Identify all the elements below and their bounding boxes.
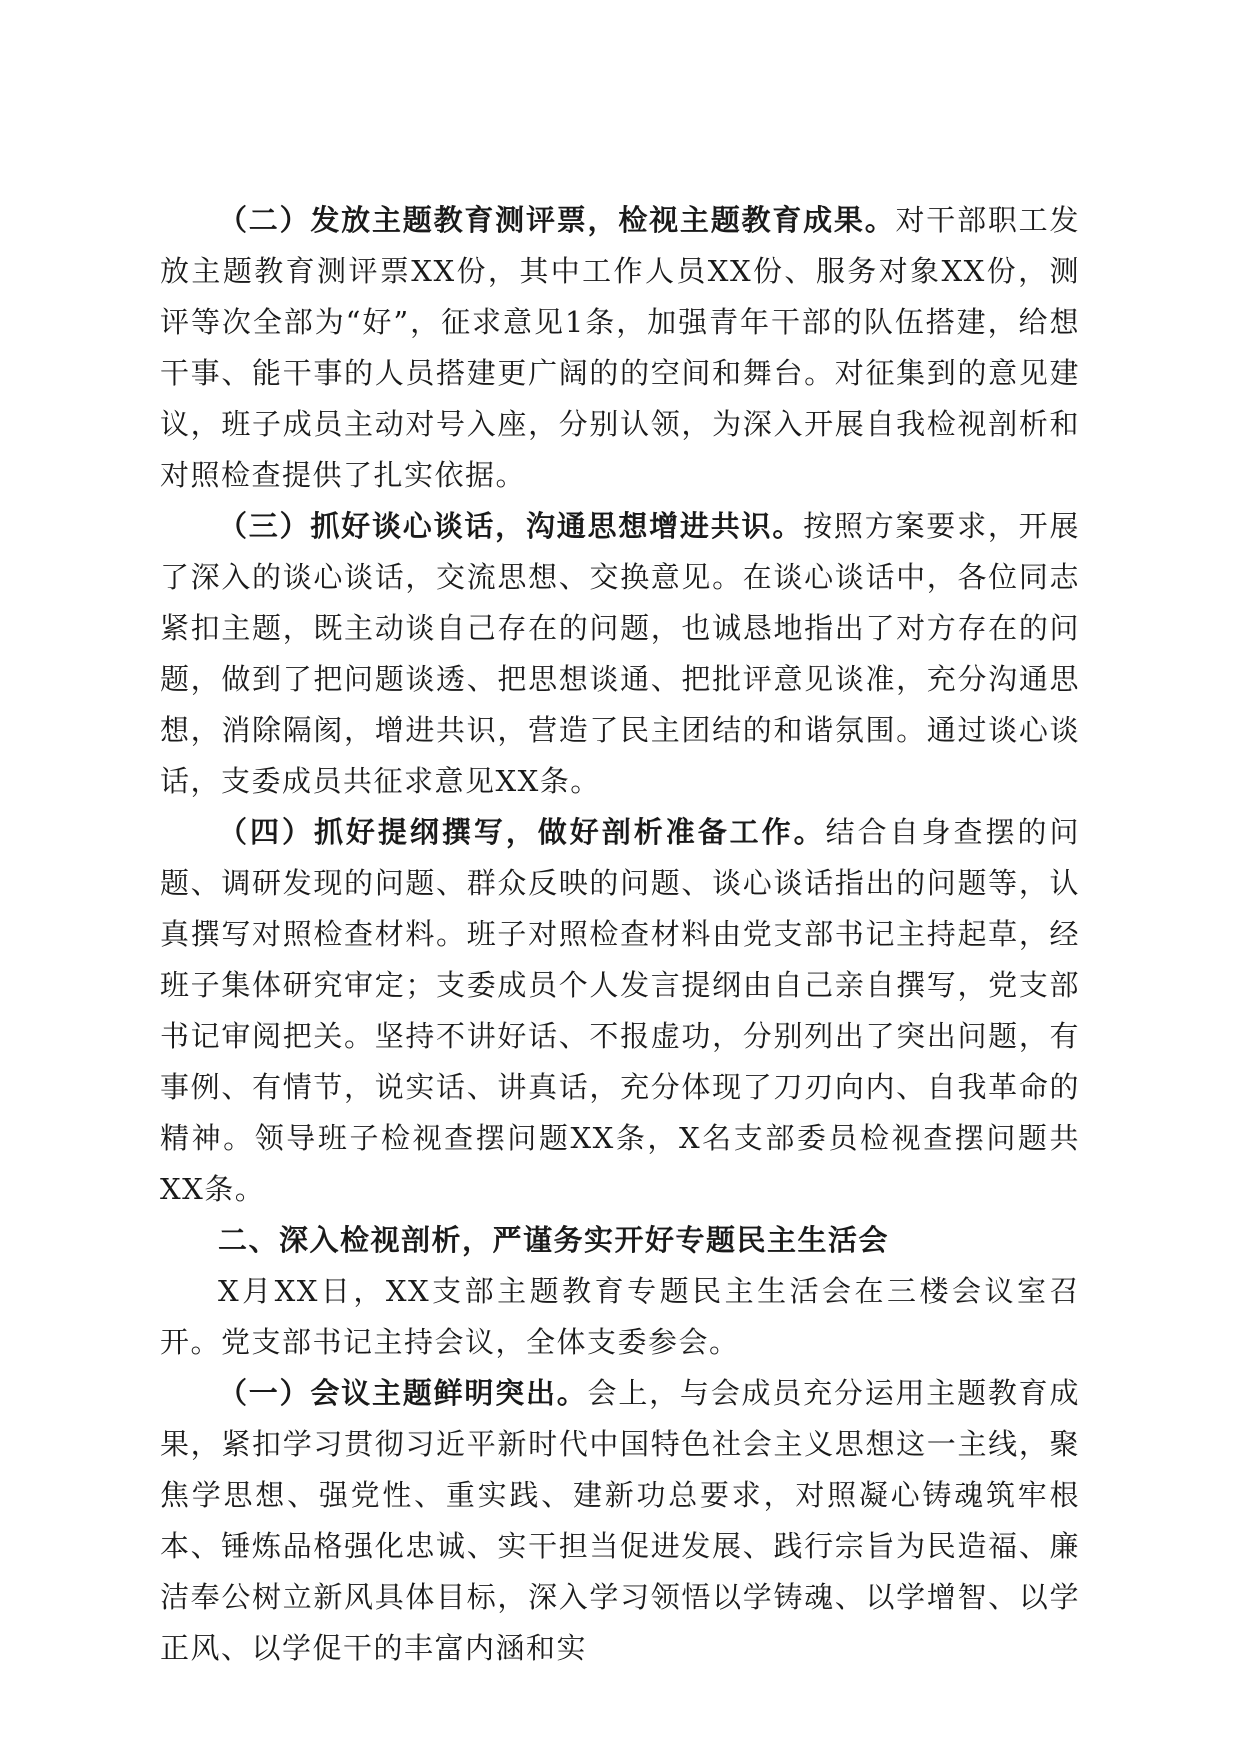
paragraph-heading: （二）发放主题教育测评票，检视主题教育成果。 bbox=[218, 203, 896, 237]
paragraph-testing-ballots bbox=[160, 195, 1080, 501]
paragraph-meeting-intro: X月XX日，XX支部主题教育专题民主生活会在三楼会议室召开。党支部书记主持会议，全体支委参会。 bbox=[160, 1274, 1080, 1359]
paragraph-heading: （四）抓好提纲撰写，做好剖析准备工作。 bbox=[218, 815, 826, 849]
paragraph-text: 结合自身查摆的问题、调研发现的问题、群众反映的问题、谈心谈话指出的问题等，认真撰写对照检查材料。班子对照检查材料由党支部书记主持起草，经班子集体研究审定；支委成员个人发言提纲由自己亲自撰写，党支部书记审阅把关。坚持不讲好话、不报虚功，分别列出了突出问题，有事例、有情节，说实话、讲真话，充分体现了刀刃向内、自我革命的精神。领导班子检视查摆问题XX条，X名支部委员检视查摆问题共XX条。 bbox=[160, 815, 1080, 1206]
paragraph-text: 会上，与会成员充分运用主题教育成果，紧扣学习贯彻习近平新时代中国特色社会主义思想这一主线，聚焦学思想、强党性、重实践、建新功总要求，对照凝心铸魂筑牢根本、锤炼品格强化忠诚、实干担当促进发展、践行宗旨为民造福、廉洁奉公树立新风具体目标，深入学习领悟以学铸魂、以学增智、以学正风、以学促干的丰富内涵和实 bbox=[160, 1376, 1080, 1665]
paragraph-heart-to-heart-talks bbox=[160, 501, 1080, 807]
paragraph-text: 对干部职工发放主题教育测评票XX份，其中工作人员XX份、服务对象XX份，测评等次全部为“好”，征求意见1条，加强青年干部的队伍搭建，给想干事、能干事的人员搭建更广阔的的空间和舞台。对征集到的意见建议，班子成员主动对号入座，分别认领，为深入开展自我检视剖析和对照检查提供了扎实依据。 bbox=[160, 203, 1080, 492]
document-body bbox=[160, 195, 1080, 1674]
paragraph-text: 按照方案要求，开展了深入的谈心谈话，交流思想、交换意见。在谈心谈话中，各位同志紧扣主题，既主动谈自己存在的问题，也诚恳地指出了对方存在的问题，做到了把问题谈透、把思想谈通、把批评意见谈准，充分沟通思想，消除隔阂，增进共识，营造了民主团结的和谐氛围。通过谈心谈话，支委成员共征求意见XX条。 bbox=[160, 509, 1080, 798]
paragraph-meeting-theme bbox=[160, 1368, 1080, 1674]
paragraph-heading: （三）抓好谈心谈话，沟通思想增进共识。 bbox=[218, 509, 804, 543]
paragraph-heading: （一）会议主题鲜明突出。 bbox=[218, 1376, 588, 1410]
section-heading: 二、深入检视剖析，严谨务实开好专题民主生活会 bbox=[218, 1223, 890, 1257]
paragraph-outline-writing bbox=[160, 807, 1080, 1215]
